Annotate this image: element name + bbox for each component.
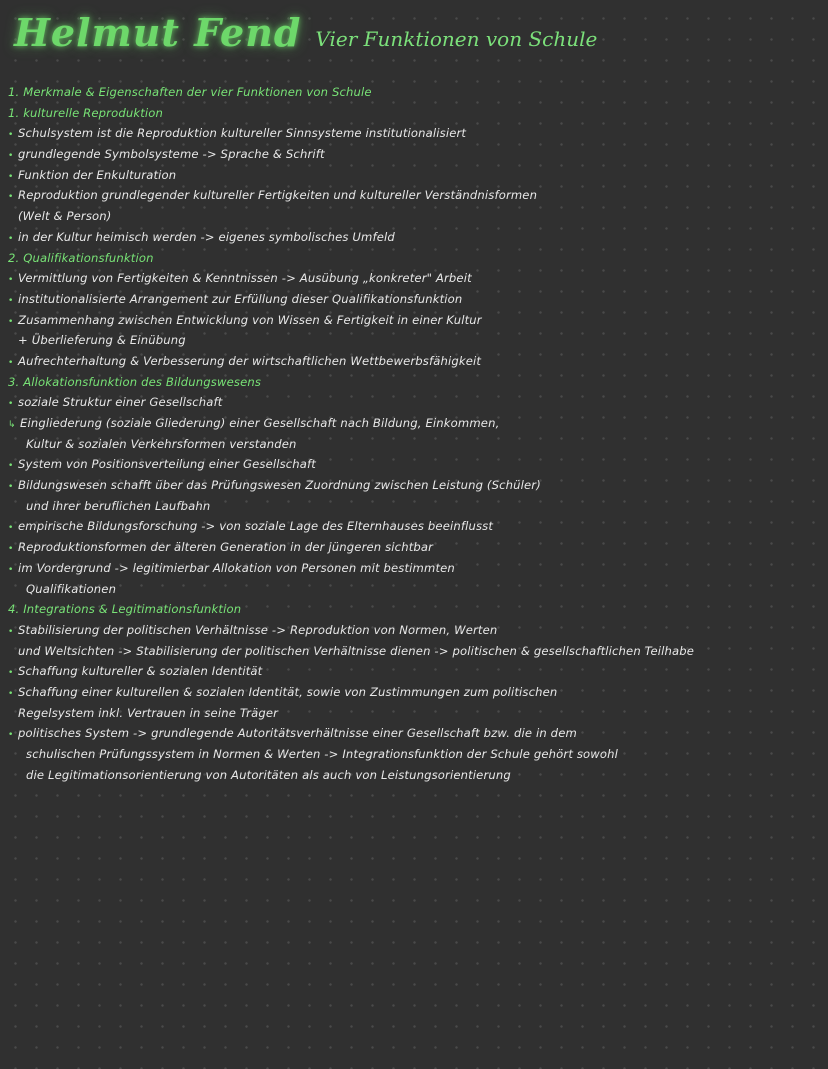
section-heading: [8, 103, 820, 124]
note-line: [8, 558, 820, 579]
note-line: [8, 496, 820, 517]
note-line: [8, 413, 820, 434]
line-text: Eingliederung (soziale Gliederung) einer Gesellschaft nach Bildung, Einkommen,: [20, 416, 500, 430]
line-text: Zusammenhang zwischen Entwicklung von Wissen & Fertigkeit in einer Kultur: [18, 312, 482, 327]
note-line: [8, 454, 820, 475]
line-text: institutionalisierte Arrangement zur Erfüllung dieser Qualifikationsfunktion: [18, 291, 463, 306]
line-text: Kultur & sozialen Verkehrsformen verstanden: [26, 436, 297, 451]
line-text: politisches System -> grundlegende Autoritätsverhältnisse einer Gesellschaft bzw. die in dem: [18, 726, 577, 741]
line-text: grundlegende Symbolsysteme -> Sprache & Schrift: [18, 147, 325, 162]
note-line: [8, 537, 820, 558]
line-text: Vermittlung von Fertigkeiten & Kenntnissen -> Ausübung „konkreter" Arbeit: [18, 271, 472, 286]
note-line: [8, 330, 820, 351]
note-line: [8, 703, 820, 724]
note-line: [8, 744, 820, 765]
bullet-icon: •: [8, 523, 14, 534]
line-text: 1. Merkmale & Eigenschaften der vier Funktionen von Schule: [8, 85, 372, 99]
bullet-icon: •: [8, 399, 14, 410]
bullet-icon: •: [8, 730, 14, 741]
bullet-icon: •: [8, 668, 14, 679]
section-heading: [8, 372, 820, 393]
note-line: [8, 268, 820, 289]
note-line: [8, 434, 820, 455]
note-line: [8, 641, 820, 662]
line-text: 3. Allokationsfunktion des Bildungswesens: [8, 374, 262, 389]
note-line: [8, 144, 820, 165]
line-text: 4. Integrations & Legitimationsfunktion: [8, 602, 242, 617]
bullet-icon: •: [8, 544, 14, 555]
notes-body: [8, 82, 820, 785]
note-line: [8, 765, 820, 786]
line-text: Schaffung einer kulturellen & sozialen Identität, sowie von Zustimmungen zum politischen: [18, 684, 558, 699]
note-line: [8, 682, 820, 703]
note-line: [8, 227, 820, 248]
note-line: [8, 289, 820, 310]
line-text: 1. kulturelle Reproduktion: [8, 105, 164, 120]
bullet-icon: •: [8, 357, 14, 368]
section-heading: [8, 599, 820, 620]
line-text: soziale Struktur einer Gesellschaft: [18, 395, 223, 410]
line-text: Funktion der Enkulturation: [18, 167, 177, 182]
line-text: Qualifikationen: [26, 581, 117, 596]
note-line: [8, 392, 820, 413]
line-text: System von Positionsverteilung einer Gesellschaft: [18, 457, 316, 472]
line-text: und ihrer beruflichen Laufbahn: [26, 498, 211, 513]
bullet-icon: •: [8, 461, 14, 472]
note-line: [8, 351, 820, 372]
note-line: [8, 206, 820, 227]
note-line: [8, 661, 820, 682]
note-line: [8, 516, 820, 537]
arrow-bullet-icon: ↳: [8, 420, 16, 430]
bullet-icon: •: [8, 130, 14, 141]
note-line: [8, 185, 820, 206]
line-text: im Vordergrund -> legitimierbar Allokation von Personen mit bestimmten: [18, 560, 455, 575]
bullet-icon: •: [8, 275, 14, 286]
line-text: Aufrechterhaltung & Verbesserung der wirtschaftlichen Wettbewerbsfähigkeit: [18, 353, 482, 368]
line-text: Reproduktion grundlegender kultureller Fertigkeiten und kultureller Verständnisformen: [18, 188, 538, 203]
line-text: schulischen Prüfungssystem in Normen & Werten -> Integrationsfunktion der Schule gehört sowohl: [26, 747, 619, 761]
bullet-icon: •: [8, 295, 14, 306]
note-line: [8, 475, 820, 496]
bullet-icon: •: [8, 151, 14, 162]
title-row: [14, 10, 597, 55]
note-line: [8, 579, 820, 600]
page-subtitle: Vier Funktionen von Schule: [315, 27, 598, 51]
line-text: Schaffung kultureller & sozialen Identität: [18, 664, 263, 679]
bullet-icon: •: [8, 233, 14, 244]
note-line: [8, 123, 820, 144]
line-text: die Legitimationsorientierung von Autoritäten als auch von Leistungsorientierung: [26, 767, 511, 782]
line-text: Schulsystem ist die Reproduktion kultureller Sinnsysteme institutionalisiert: [18, 126, 467, 141]
line-text: Reproduktionsformen der älteren Generation in der jüngeren sichtbar: [18, 540, 434, 555]
section-heading: [8, 82, 820, 103]
bullet-icon: •: [8, 688, 14, 699]
line-text: + Überlieferung & Einübung: [18, 333, 186, 348]
line-text: Stabilisierung der politischen Verhältnisse -> Reproduktion von Normen, Werten: [18, 622, 498, 637]
line-text: Bildungswesen schafft über das Prüfungswesen Zuordnung zwischen Leistung (Schüler): [18, 478, 541, 493]
bullet-icon: •: [8, 192, 14, 203]
bullet-icon: •: [8, 626, 14, 637]
note-line: [8, 310, 820, 331]
section-heading: [8, 248, 820, 269]
line-text: in der Kultur heimisch werden -> eigenes symbolisches Umfeld: [18, 229, 395, 244]
bullet-icon: •: [8, 564, 14, 575]
page-title: Helmut Fend: [14, 10, 302, 55]
line-text: (Welt & Person): [18, 209, 112, 224]
line-text: und Weltsichten -> Stabilisierung der politischen Verhältnisse dienen -> politischen & gesellschaftlichen Teilhabe: [18, 643, 695, 658]
bullet-icon: •: [8, 171, 14, 182]
note-line: [8, 723, 820, 744]
bullet-icon: •: [8, 316, 14, 327]
note-line: [8, 165, 820, 186]
line-text: empirische Bildungsforschung -> von soziale Lage des Elternhauses beeinflusst: [18, 519, 494, 534]
line-text: 2. Qualifikationsfunktion: [8, 250, 154, 265]
note-line: [8, 620, 820, 641]
line-text: Regelsystem inkl. Vertrauen in seine Träger: [18, 705, 279, 720]
bullet-icon: •: [8, 482, 14, 493]
